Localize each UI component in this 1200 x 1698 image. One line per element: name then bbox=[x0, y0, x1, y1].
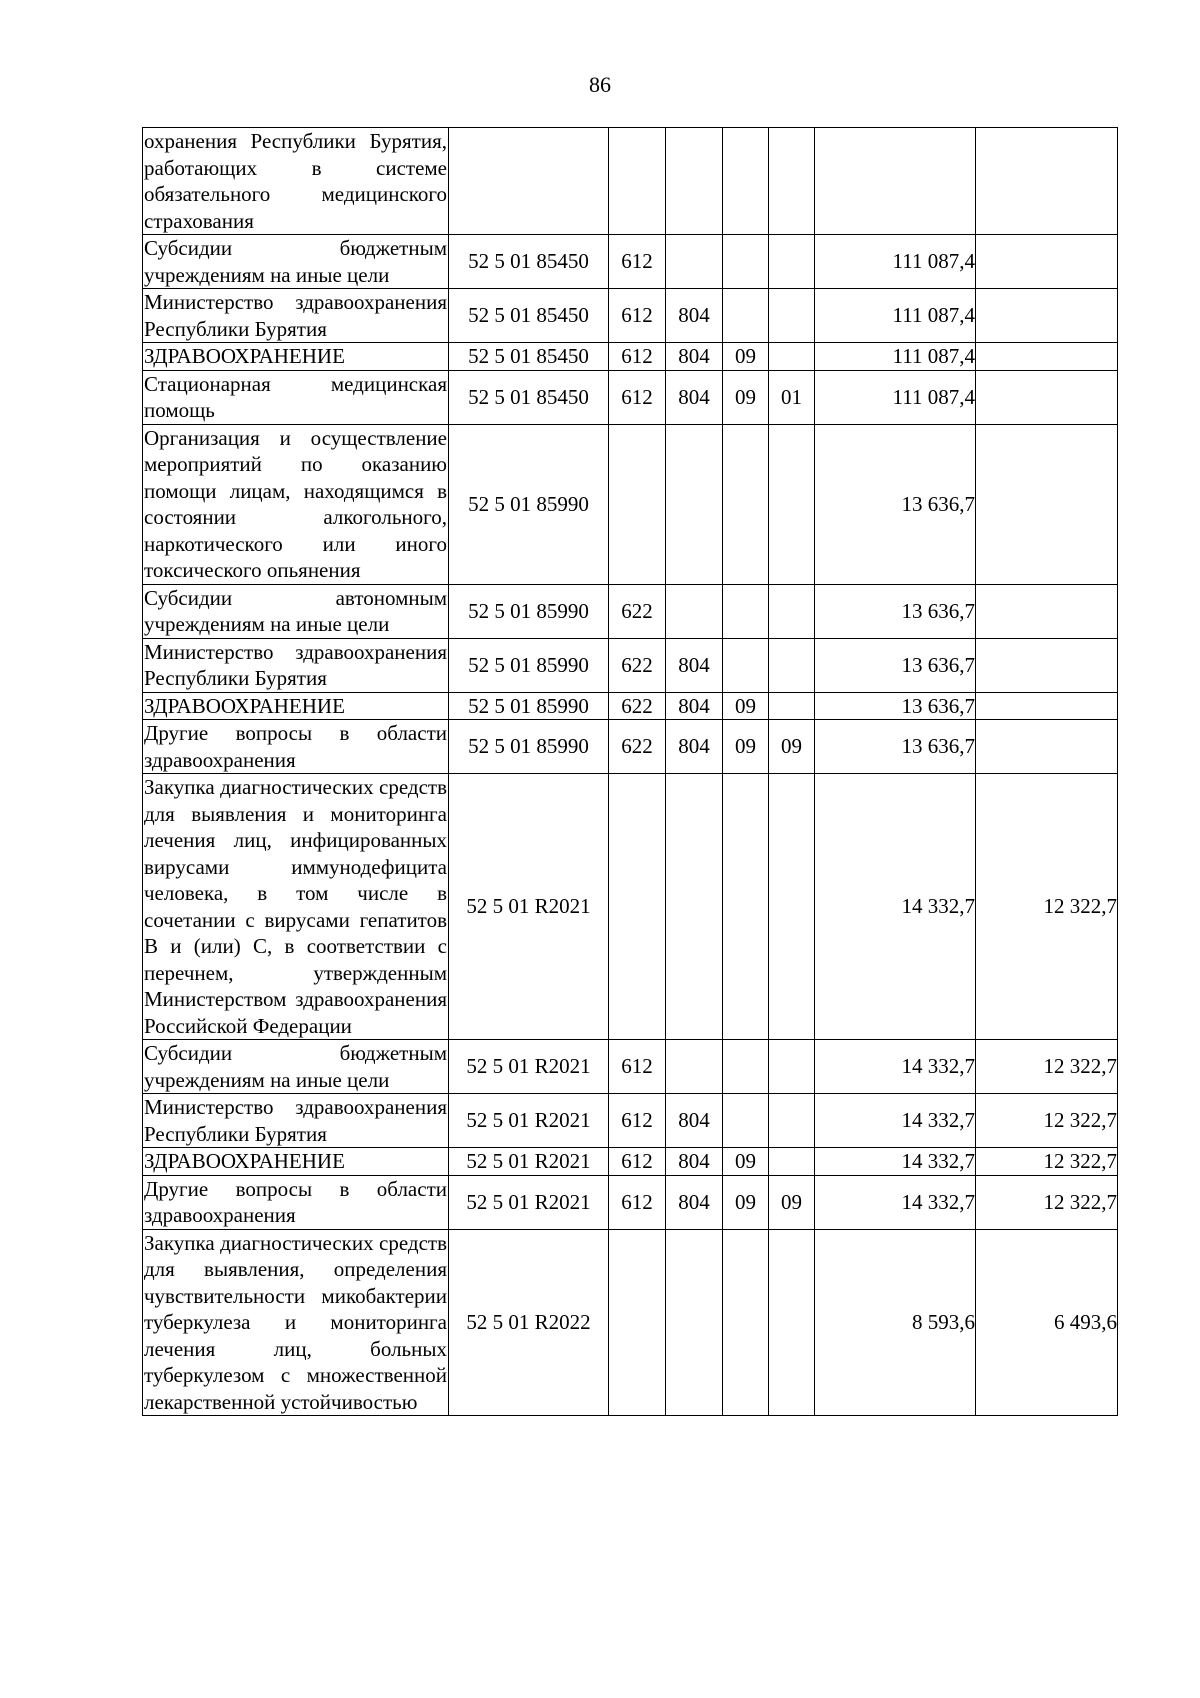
expense-type-code: 622 bbox=[609, 692, 666, 720]
ministry-code bbox=[666, 128, 723, 235]
target-article-code: 52 5 01 85450 bbox=[449, 289, 609, 343]
ministry-code: 804 bbox=[666, 692, 723, 720]
target-article-code: 52 5 01 R2021 bbox=[449, 1175, 609, 1229]
item-name: Министерство здравоохранения Республики Бурятия bbox=[144, 290, 447, 341]
item-name: Закупка диагностических средств для выявления, определения чувствительности микобактерии туберкулеза и мониторинга лечения лиц, больных туберкулезом с множественной лекарственной устойчивостью bbox=[144, 1230, 447, 1414]
amount-total: 13 636,7 bbox=[815, 720, 976, 774]
expense-type-code: 612 bbox=[609, 289, 666, 343]
table-row bbox=[143, 1229, 1118, 1416]
target-article-code: 52 5 01 R2021 bbox=[449, 774, 609, 1040]
item-name: Субсидии автономным учреждениям на иные цели bbox=[144, 585, 447, 636]
table-row bbox=[143, 638, 1118, 692]
ministry-code: 804 bbox=[666, 289, 723, 343]
item-name: Министерство здравоохранения Республики Бурятия bbox=[144, 1095, 447, 1146]
amount-federal: 12 322,7 bbox=[976, 1148, 1118, 1176]
table-row bbox=[143, 1040, 1118, 1094]
item-name: Другие вопросы в области здравоохранения bbox=[144, 721, 447, 772]
subsection-code bbox=[769, 289, 815, 343]
section-code bbox=[723, 424, 769, 584]
amount-federal bbox=[976, 692, 1118, 720]
ministry-code: 804 bbox=[666, 1094, 723, 1148]
target-article-code: 52 5 01 85450 bbox=[449, 343, 609, 371]
expense-type-code: 622 bbox=[609, 638, 666, 692]
target-article-code bbox=[449, 128, 609, 235]
ministry-code: 804 bbox=[666, 720, 723, 774]
item-name: охранения Республики Бурятия, работающих в системе обязательного медицинского страхования bbox=[144, 129, 447, 233]
item-name: Организация и осуществление мероприятий по оказанию помощи лицам, находящимся в состоянии алкогольного, наркотического или иного токсического опьянения bbox=[144, 425, 447, 582]
subsection-code bbox=[769, 1094, 815, 1148]
target-article-code: 52 5 01 85990 bbox=[449, 692, 609, 720]
amount-total: 14 332,7 bbox=[815, 1148, 976, 1176]
amount-federal: 12 322,7 bbox=[976, 1040, 1118, 1094]
amount-federal: 6 493,6 bbox=[976, 1229, 1118, 1416]
section-code bbox=[723, 289, 769, 343]
amount-federal bbox=[976, 584, 1118, 638]
amount-federal bbox=[976, 128, 1118, 235]
table-row bbox=[143, 370, 1118, 424]
target-article-code: 52 5 01 R2022 bbox=[449, 1229, 609, 1416]
expense-type-code: 612 bbox=[609, 1175, 666, 1229]
table-row bbox=[143, 1148, 1118, 1176]
target-article-code: 52 5 01 85450 bbox=[449, 370, 609, 424]
ministry-code: 804 bbox=[666, 343, 723, 371]
expense-type-code bbox=[609, 424, 666, 584]
ministry-code: 804 bbox=[666, 1175, 723, 1229]
item-name: ЗДРАВООХРАНЕНИЕ bbox=[143, 1148, 449, 1176]
section-code: 09 bbox=[723, 370, 769, 424]
amount-federal: 12 322,7 bbox=[976, 1094, 1118, 1148]
target-article-code: 52 5 01 R2021 bbox=[449, 1094, 609, 1148]
section-code bbox=[723, 235, 769, 289]
amount-federal bbox=[976, 235, 1118, 289]
expense-type-code bbox=[609, 1229, 666, 1416]
ministry-code bbox=[666, 424, 723, 584]
ministry-code bbox=[666, 1229, 723, 1416]
amount-federal: 12 322,7 bbox=[976, 774, 1118, 1040]
amount-total: 13 636,7 bbox=[815, 692, 976, 720]
target-article-code: 52 5 01 R2021 bbox=[449, 1148, 609, 1176]
ministry-code bbox=[666, 1040, 723, 1094]
section-code bbox=[723, 1229, 769, 1416]
ministry-code bbox=[666, 774, 723, 1040]
subsection-code bbox=[769, 774, 815, 1040]
subsection-code bbox=[769, 638, 815, 692]
ministry-code: 804 bbox=[666, 1148, 723, 1176]
subsection-code bbox=[769, 1229, 815, 1416]
table-row bbox=[143, 692, 1118, 720]
ministry-code: 804 bbox=[666, 638, 723, 692]
target-article-code: 52 5 01 85450 bbox=[449, 235, 609, 289]
section-code: 09 bbox=[723, 720, 769, 774]
expense-type-code: 612 bbox=[609, 1094, 666, 1148]
table-row bbox=[143, 289, 1118, 343]
section-code: 09 bbox=[723, 692, 769, 720]
amount-total: 111 087,4 bbox=[815, 289, 976, 343]
amount-total: 111 087,4 bbox=[815, 235, 976, 289]
table-row bbox=[143, 128, 1118, 235]
ministry-code bbox=[666, 235, 723, 289]
subsection-code bbox=[769, 1040, 815, 1094]
target-article-code: 52 5 01 85990 bbox=[449, 638, 609, 692]
expense-type-code: 612 bbox=[609, 1148, 666, 1176]
expense-type-code: 622 bbox=[609, 720, 666, 774]
section-code bbox=[723, 1094, 769, 1148]
subsection-code bbox=[769, 424, 815, 584]
expense-type-code: 612 bbox=[609, 343, 666, 371]
budget-table bbox=[142, 127, 1118, 1416]
table-row bbox=[143, 235, 1118, 289]
section-code bbox=[723, 1040, 769, 1094]
amount-federal: 12 322,7 bbox=[976, 1175, 1118, 1229]
section-code: 09 bbox=[723, 1175, 769, 1229]
target-article-code: 52 5 01 R2021 bbox=[449, 1040, 609, 1094]
expense-type-code: 612 bbox=[609, 1040, 666, 1094]
amount-federal bbox=[976, 720, 1118, 774]
item-name: Стационарная медицинская помощь bbox=[144, 371, 447, 422]
item-name: Субсидии бюджетным учреждениям на иные цели bbox=[144, 1041, 447, 1092]
amount-total: 13 636,7 bbox=[815, 584, 976, 638]
amount-total: 14 332,7 bbox=[815, 1175, 976, 1229]
section-code: 09 bbox=[723, 1148, 769, 1176]
subsection-code bbox=[769, 1148, 815, 1176]
item-name: Министерство здравоохранения Республики Бурятия bbox=[144, 639, 447, 690]
expense-type-code: 622 bbox=[609, 584, 666, 638]
section-code bbox=[723, 638, 769, 692]
table-row bbox=[143, 1094, 1118, 1148]
item-name: ЗДРАВООХРАНЕНИЕ bbox=[143, 343, 449, 371]
amount-total: 8 593,6 bbox=[815, 1229, 976, 1416]
target-article-code: 52 5 01 85990 bbox=[449, 584, 609, 638]
expense-type-code bbox=[609, 774, 666, 1040]
target-article-code: 52 5 01 85990 bbox=[449, 720, 609, 774]
item-name: ЗДРАВООХРАНЕНИЕ bbox=[143, 692, 449, 720]
amount-total bbox=[815, 128, 976, 235]
amount-total: 13 636,7 bbox=[815, 424, 976, 584]
amount-federal bbox=[976, 424, 1118, 584]
subsection-code bbox=[769, 343, 815, 371]
item-name: Закупка диагностических средств для выявления и мониторинга лечения лиц, инфицированных вирусами иммунодефицита человека, в том числе в сочетании с вирусами гепатитов B и (или) C, в соответствии с перечнем, утвержденным Министерством здравоохранения Российской Федерации bbox=[144, 775, 447, 1038]
page-number: 86 bbox=[589, 72, 611, 97]
subsection-code bbox=[769, 584, 815, 638]
amount-total: 14 332,7 bbox=[815, 774, 976, 1040]
amount-total: 111 087,4 bbox=[815, 343, 976, 371]
amount-federal bbox=[976, 343, 1118, 371]
ministry-code: 804 bbox=[666, 370, 723, 424]
table-row bbox=[143, 424, 1118, 584]
table-row bbox=[143, 343, 1118, 371]
expense-type-code: 612 bbox=[609, 370, 666, 424]
subsection-code bbox=[769, 128, 815, 235]
table-row bbox=[143, 774, 1118, 1040]
expense-type-code bbox=[609, 128, 666, 235]
subsection-code bbox=[769, 235, 815, 289]
ministry-code bbox=[666, 584, 723, 638]
amount-total: 14 332,7 bbox=[815, 1040, 976, 1094]
table-row bbox=[143, 1175, 1118, 1229]
subsection-code: 09 bbox=[769, 1175, 815, 1229]
amount-federal bbox=[976, 289, 1118, 343]
target-article-code: 52 5 01 85990 bbox=[449, 424, 609, 584]
expense-type-code: 612 bbox=[609, 235, 666, 289]
amount-federal bbox=[976, 370, 1118, 424]
subsection-code bbox=[769, 692, 815, 720]
section-code bbox=[723, 584, 769, 638]
item-name: Субсидии бюджетным учреждениям на иные цели bbox=[144, 236, 447, 287]
subsection-code: 01 bbox=[769, 370, 815, 424]
amount-total: 14 332,7 bbox=[815, 1094, 976, 1148]
subsection-code: 09 bbox=[769, 720, 815, 774]
table-row bbox=[143, 720, 1118, 774]
section-code bbox=[723, 128, 769, 235]
amount-total: 111 087,4 bbox=[815, 370, 976, 424]
amount-total: 13 636,7 bbox=[815, 638, 976, 692]
section-code bbox=[723, 774, 769, 1040]
section-code: 09 bbox=[723, 343, 769, 371]
amount-federal bbox=[976, 638, 1118, 692]
item-name: Другие вопросы в области здравоохранения bbox=[144, 1176, 447, 1227]
table-row bbox=[143, 584, 1118, 638]
